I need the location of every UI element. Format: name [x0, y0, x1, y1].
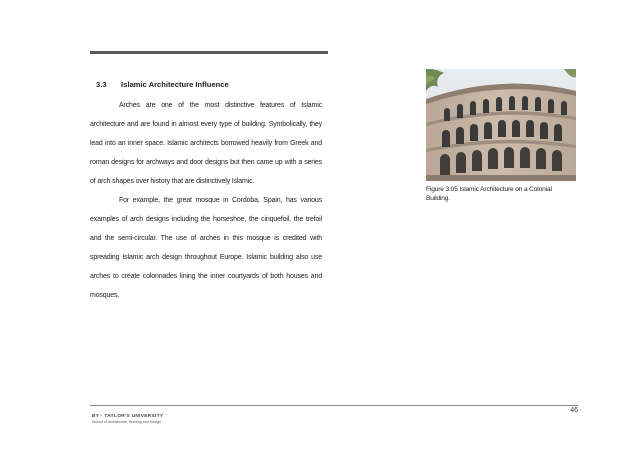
- university-name: BY · TAYLOR'S UNIVERSITY: [92, 414, 164, 419]
- section-number: 3.3: [96, 80, 107, 89]
- page-number: 46: [570, 407, 578, 414]
- paragraph-2: For example, the great mosque in Cordoba, Spain, has various examples of arch designs including the horseshoe, the cinquefoil, the trefoil and the semi-circular. The use of arches in this mosque is credited with spreading Islamic arch design throughout Europe. Islamic building also use arches to create colonnades lining the inner courtyards of both houses and mosques.: [90, 197, 322, 299]
- figure-caption: Figure 3.05 Islamic Architecture on a Colonial Building.: [426, 186, 552, 202]
- colonial-building-photo: [426, 69, 576, 181]
- body-text: [90, 96, 322, 305]
- section-heading: [96, 80, 229, 89]
- section-title: Islamic Architecture Influence: [121, 80, 229, 89]
- paragraph-1: Arches are one of the most distinctive features of Islamic architecture and are found in almost every type of building. Symbolically, they lead into an inner space. Islamic architects borrowed heavily from Greek and roman designs for archways and door designs but then came up with a series of arch shapes over history that are distinctively Islamic.: [90, 102, 322, 185]
- top-divider: [90, 51, 328, 54]
- footer-divider: [90, 405, 578, 406]
- university-logo: [92, 414, 163, 424]
- school-name: School of Architecture, Building and Design: [92, 420, 161, 424]
